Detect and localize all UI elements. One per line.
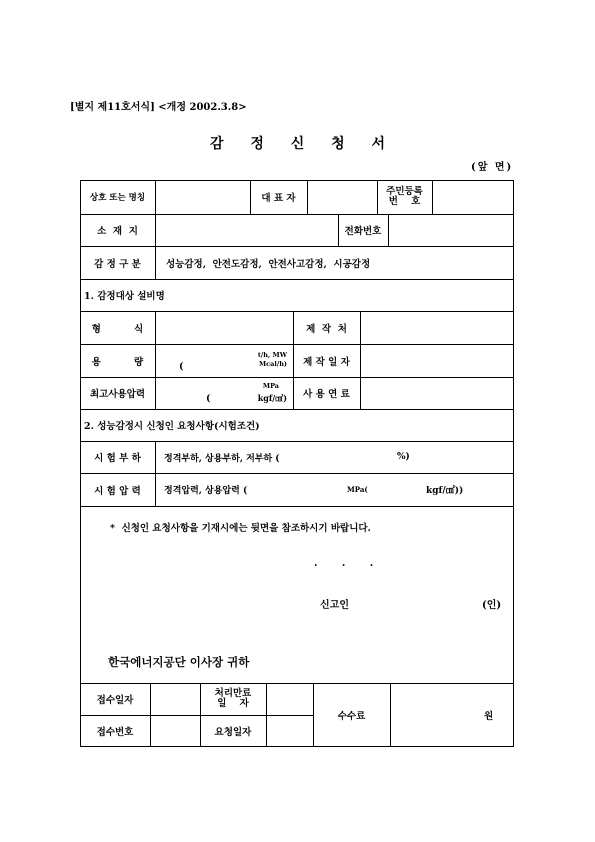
fuel-field[interactable]: [361, 378, 513, 409]
fuel-label: 사 용 연 료: [303, 389, 350, 400]
category-options[interactable]: 성능감정, 안전도감정, 안전사고감정, 시공감정: [166, 258, 371, 270]
maker-label: 제 작 처: [306, 323, 347, 335]
rrn-label: [377, 180, 432, 214]
test-pressure-options[interactable]: 정격압력, 상용압력 (: [164, 486, 248, 496]
manufacture-date-label: 제 작 일 자: [303, 356, 350, 368]
fee-unit: 원: [484, 711, 494, 722]
company-name-label: 상호 또는 명칭: [89, 193, 146, 203]
test-pressure-unit-2: kgf/㎠)): [426, 486, 464, 496]
capacity-label: 용 량: [91, 356, 144, 368]
deadline-label-line1: 처리만료: [214, 688, 252, 699]
request-date-field[interactable]: [267, 716, 313, 747]
notice-text: * 신청인 요청사항을 기재시에는 뒷면을 참조하시기 바랍니다.: [110, 523, 371, 534]
manufacture-date-field[interactable]: [361, 345, 513, 377]
pressure-paren: (: [206, 393, 211, 404]
receipt-date-field[interactable]: [151, 684, 200, 715]
category-label: 감 정 구 분: [94, 258, 141, 270]
deadline-field[interactable]: [267, 684, 313, 715]
document-title: 감 정 신 청 서: [209, 136, 397, 152]
pressure-unit-1: MPa: [262, 382, 279, 390]
test-pressure-label: 시 험 압 력: [94, 485, 141, 497]
capacity-unit-2: Mcal/h): [258, 360, 287, 368]
page-side-label: (앞 면): [471, 162, 514, 173]
phone-field[interactable]: [389, 215, 513, 246]
representative-field[interactable]: [308, 181, 377, 214]
type-field[interactable]: [156, 312, 293, 344]
receipt-date-label: 접수일자: [96, 695, 134, 706]
test-load-label: 시 험 부 하: [94, 453, 141, 464]
representative-label: 대 표 자: [261, 193, 296, 204]
capacity-paren: (: [179, 361, 184, 372]
section1-title: 1. 감정대상 설비명: [84, 291, 165, 302]
seal-mark: (인): [482, 600, 502, 611]
test-load-unit: %): [397, 452, 410, 462]
rrn-label-line1: 주민등록: [386, 186, 423, 197]
receipt-number-label: 접수번호: [96, 727, 134, 738]
row-divider: [80, 506, 514, 507]
col-divider: [390, 683, 391, 747]
rrn-label-line2: 번 호: [388, 196, 421, 207]
maker-field[interactable]: [361, 312, 513, 344]
fee-label: 수수료: [337, 711, 366, 722]
phone-label: 전화번호: [344, 226, 382, 237]
col-divider: [155, 441, 156, 506]
test-pressure-unit-1: MPa(: [347, 485, 368, 494]
pressure-unit-2: kgf/㎠): [257, 393, 287, 403]
date-dots: . . .: [314, 558, 374, 569]
addressee: 한국에너지공단 이사장 귀하: [108, 655, 250, 669]
applicant-label: 신고인: [320, 600, 349, 611]
deadline-label: [200, 683, 266, 715]
address-field[interactable]: [156, 215, 338, 246]
rrn-field[interactable]: [433, 181, 513, 214]
deadline-label-line2: 일 자: [217, 698, 249, 709]
request-date-label: 요청일자: [214, 727, 252, 738]
company-name-field[interactable]: [156, 181, 250, 214]
type-label: 형 식: [91, 323, 144, 335]
max-pressure-label: 최고사용압력: [89, 389, 146, 400]
form-reference: [별지 제11호서식] <개정 2002.3.8>: [70, 102, 247, 113]
capacity-unit-1: t/h, MW: [257, 351, 287, 359]
capacity-field[interactable]: [156, 345, 293, 377]
max-pressure-field[interactable]: [156, 378, 293, 409]
test-load-options[interactable]: 정격부하, 상용부하, 저부하 (: [164, 453, 280, 464]
address-label: 소 재 지: [97, 226, 138, 237]
receipt-number-field[interactable]: [151, 716, 200, 747]
section2-title: 2. 성능감정시 신청인 요청사항(시험조건): [84, 421, 260, 432]
